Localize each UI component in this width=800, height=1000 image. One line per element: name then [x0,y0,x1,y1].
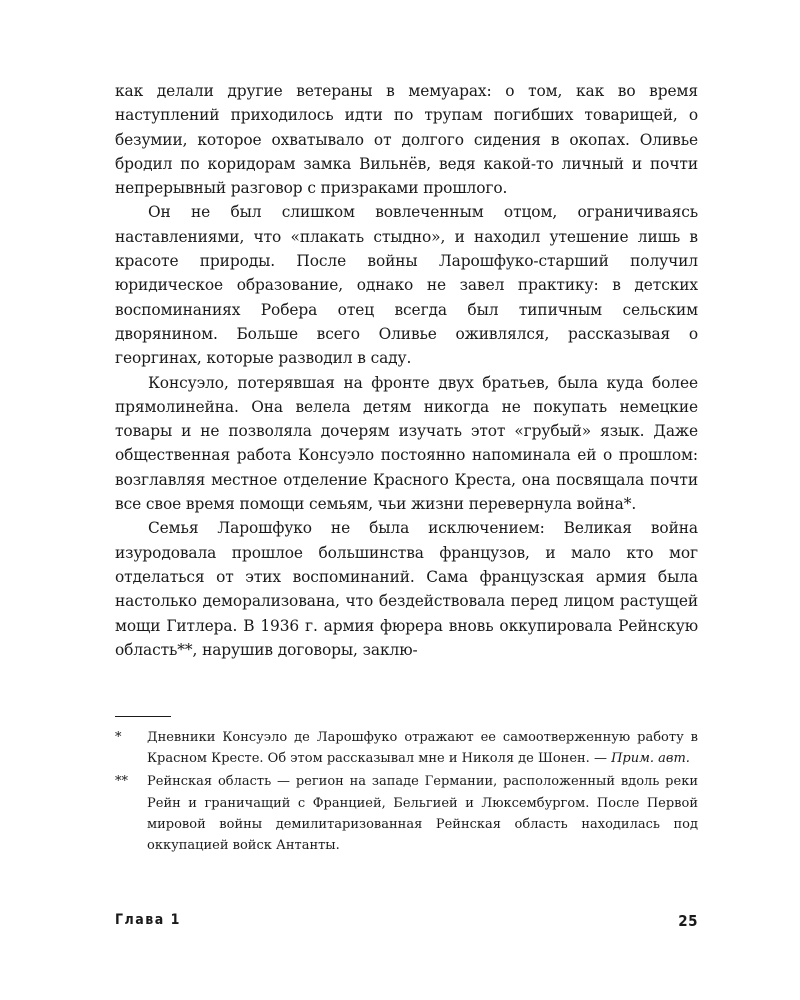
running-footer [115,912,698,934]
chapter-label: Глава 1 [115,912,181,928]
page-number: 25 [678,912,698,930]
footnote-marker: ** [115,774,128,790]
footnote-attribution: Прим. авт. [611,751,690,767]
footnotes [115,727,698,858]
paragraph-3: Консуэло, потерявшая на фронте двух братьев, была куда более прямолинейна. Она велела детям никогда не покупать немецкие товары и не позволяла дочерям изучать этот «грубый» язык. Даже общественная работа Консуэло постоянно напоминала ей о прошлом: возглавляя местное отделение Красного Креста, она посвящала почти все свое время помощи семьям, чьи жизни перевернула война*. [115,373,698,514]
footnote-1 [115,727,698,769]
footnote-separator [115,716,171,717]
paragraph-1: как делали другие ветераны в мемуарах: о том, как во время наступлений приходилось идти по трупам погибших товарищей, о безумии, которое охватывало от долгого сидения в окопах. Оливье бродил по коридорам замка Вильнёв, ведя какой-то личный и почти непрерывный разговор с призраками прошлого. [115,82,698,198]
paragraph-4: Семья Ларошфуко не была исключением: Великая война изуродовала прошлое большинства французов, и мало кто мог отделаться от этих воспоминаний. Сама французская армия была настолько деморализована, что бездействовала перед лицом растущей мощи Гитлера. В 1936 г. армия фюрера вновь оккупировала Рейнскую область**, нарушив договоры, заклю- [115,519,698,659]
footnote-marker: * [115,730,122,745]
footnote-2 [115,771,698,856]
footnote-body: Дневники Консуэло де Ларошфуко отражают ее самоотверженную работу в Красном Кресте. Об этом рассказывал мне и Николя де Шонен. — [147,730,698,767]
paragraph-2: Он не был слишком вовлеченным отцом, ограничиваясь наставлениями, что «плакать стыдно», и находил утешение лишь в красоте природы. После войны Ларошфуко-старший получил юридическое образование, однако не завел практику: в детских воспоминаниях Робера отец всегда был типичным сельским дворянином. Больше всего Оливье оживлялся, рассказывая о георгинах, которые разводил в саду. [115,203,698,368]
body-text [115,79,698,662]
page-body [115,79,698,662]
footnote-text [147,727,698,769]
footnote-text: Рейнская область — регион на западе Германии, расположенный вдоль реки Рейн и граничащий с Францией, Бельгией и Люксембургом. После Первой мировой войны демилитаризованная Рейнская область находилась под оккупацией войск Антанты. [147,774,698,854]
